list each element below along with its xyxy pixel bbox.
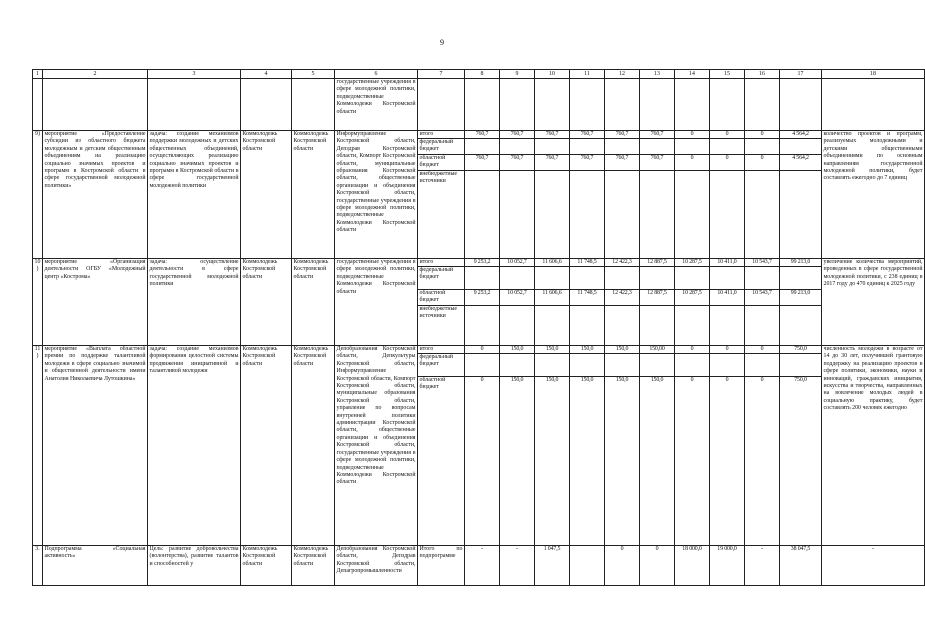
subprogram-name: Подпрограмма «Социальная активность»: [43, 546, 148, 586]
amount-total: 38 047,5: [780, 546, 822, 586]
participants-cell: Депобразования Костромской области, Депздрав Костромской области, Депагропромышленности: [335, 546, 418, 586]
table-row: [33, 259, 925, 346]
amount-oblast: 9 253,2: [465, 290, 499, 306]
amount-total: 11 748,5: [570, 259, 604, 267]
responsible-cell: Коммолодежь Костромской области: [241, 259, 292, 346]
amount-total: 150,0: [535, 346, 569, 354]
amount-total: 0: [675, 346, 709, 354]
amount-total: -: [745, 546, 780, 586]
funding-source: областной бюджет: [419, 377, 446, 391]
responsible-cell: Коммолодежь Костромской области: [241, 346, 292, 546]
expected-result: количество проектов и программ, реализуемых молодежными и детскими общественными объединениями по основным направлениям государственной молодежной политики, будет составлять ежегодно до 7 единиц: [822, 131, 925, 259]
amount-total: 9 253,2: [465, 259, 499, 267]
funding-source: итого: [418, 259, 464, 267]
funding-source: итого: [418, 346, 464, 354]
amount-oblast: 760,7: [500, 155, 534, 171]
amount-oblast: 150,0: [545, 377, 559, 383]
amount-total: 12 422,3: [605, 259, 639, 267]
expected-result: -: [822, 546, 925, 586]
amount-oblast: 760,7: [640, 155, 674, 171]
executor-cell: Коммолодежь Костромской области: [292, 546, 335, 586]
task-cell: задача: осуществление деятельности в сфере государственной молодежной политики: [148, 259, 241, 346]
funding-source: федеральный бюджет: [418, 139, 464, 155]
amount-total: 0: [745, 131, 779, 139]
amount-total: 150,00: [640, 346, 674, 354]
table-row: [33, 131, 925, 259]
amount-oblast: 750,0: [794, 377, 807, 383]
task-cell: задача: создание механизмов формирования целостной системы продвижения инициативной и талантливой молодежи: [148, 346, 241, 546]
responsible-cell: Коммолодежь Костромской области: [241, 131, 292, 259]
amount-oblast: 10 052,7: [500, 290, 534, 306]
col-number: 7: [418, 70, 465, 79]
amount-total: 760,7: [500, 131, 534, 139]
col-number: 4: [241, 70, 292, 79]
expected-result: численность молодежи в возрасте от 14 до 30 лет, получившей грантовую поддержку на реализацию проектов в сфере политики, экономики, науки и инноваций, гражданских инициатив, искусства и творчества, направленных на вовлечение молодых людей в социальную практику, будет составлять 200 человек ежегодно: [822, 346, 925, 546]
funding-source: областной бюджет: [418, 290, 464, 306]
funding-source-cell: [418, 346, 465, 546]
col-number: 14: [675, 70, 710, 79]
amount-total: 12 887,5: [640, 259, 674, 267]
amount-total: 10 543,7: [745, 259, 779, 267]
amount-total: 10 052,7: [500, 259, 534, 267]
measure-name: мероприятие «Организация деятельности ОГБУ «Молодежный центр «Кострома»: [43, 259, 148, 346]
amount-oblast: 150,0: [510, 377, 524, 383]
continuation-row: [33, 79, 925, 131]
funding-source-cell: [418, 259, 465, 346]
amount-total: 760,7: [570, 131, 604, 139]
amount-total: 11 606,6: [535, 259, 569, 267]
row-number: 9): [33, 131, 43, 259]
amount-oblast: 150,0: [615, 377, 629, 383]
funding-source: итого: [418, 131, 464, 139]
task-cell: задача: создание механизмов поддержки молодежных и детских общественных объединений, осуществляющих реализацию социально значимых проектов и программ в Костромской области в сфере государственной молодежной политики: [148, 131, 241, 259]
amount-total: -: [500, 546, 535, 586]
amount-total: 760,7: [465, 131, 499, 139]
program-table: [32, 69, 925, 586]
funding-source: федеральный бюджет: [418, 267, 464, 290]
amount-total: 10 287,5: [675, 259, 709, 267]
amount-oblast: 12 422,3: [605, 290, 639, 306]
responsible-cell: Коммолодежь Костромской области: [241, 546, 292, 586]
amount-total: 750,0: [780, 346, 821, 354]
col-number: 3: [148, 70, 241, 79]
amount-oblast: 0: [760, 377, 764, 383]
row-number: 10): [33, 259, 43, 346]
col-number: 15: [710, 70, 745, 79]
participants-cell: государственные учреждения в сфере молодежной политики, подведомственные Коммолодежи Костромской области: [335, 79, 418, 131]
amount-total: 10 411,0: [710, 259, 744, 267]
amount-oblast: 4 564,2: [780, 155, 821, 171]
amount-total: -: [465, 546, 500, 586]
amount-total: 150,0: [500, 346, 534, 354]
funding-source: областной бюджет: [418, 155, 464, 171]
amount-oblast: 12 887,5: [640, 290, 674, 306]
col-number: 1: [33, 70, 43, 79]
col-number: 13: [640, 70, 675, 79]
column-number-row: [33, 70, 925, 79]
participants-cell: Информуправление Костромской области, Депздрав Костромской области, Компорт Костромской области, муниципальные образования Костромской области, общественные организации и объединения Костромской области, государственные учреждения в сфере молодежной политики, подведомственные Коммолодежи Костромской области: [335, 131, 418, 259]
amount-oblast: 0: [725, 377, 729, 383]
col-number: 5: [292, 70, 335, 79]
funding-source: внебюджетные источники: [419, 171, 458, 185]
participants-cell: Депобразования Костромской области, Депкультуры Костромской области, Информуправление Костромской области, Компорт Костромской области, муниципальные образования Костромской области, управление по вопросам внутренней политики администрации Костромской области, общественные организации и объединения Костромской области, государственные учреждения в сфере молодежной политики, подведомственные Коммолодежи Костромской области: [335, 346, 418, 546]
col-number: 2: [43, 70, 148, 79]
amount-oblast: 0: [745, 155, 779, 171]
amount-total: 150,0: [570, 346, 604, 354]
amount-oblast: 11 606,6: [535, 290, 569, 306]
amount-total: 760,7: [605, 131, 639, 139]
amount-oblast: 10 411,0: [710, 290, 744, 306]
measure-name: мероприятие «Предоставление субсидии из областного бюджета молодежным и детским общественным объединениям на реализацию социально значимых проектов и программ в Костромской области в сфере государственной молодежной политики»: [43, 131, 148, 259]
col-number: 6: [335, 70, 418, 79]
amount-total: 0: [640, 546, 675, 586]
amount-total: 0: [710, 346, 744, 354]
expected-result: увеличение количества мероприятий, проведенных в сфере государственной молодежной политики, с 238 единиц в 2017 году до 470 единиц к 2025 году: [822, 259, 925, 346]
amount-oblast: 760,7: [605, 155, 639, 171]
page-number: 9: [440, 38, 444, 47]
col-number: 11: [570, 70, 605, 79]
funding-source-cell: [418, 131, 465, 259]
amount-oblast: 0: [710, 155, 744, 171]
col-number: 10: [535, 70, 570, 79]
col-number: 8: [465, 70, 500, 79]
amount-total: 0: [675, 131, 709, 139]
amount-total: 0: [605, 546, 640, 586]
executor-cell: Коммолодежь Костромской области: [292, 346, 335, 546]
amount-oblast: 0: [675, 155, 709, 171]
col-number: 17: [780, 70, 822, 79]
amount-total: 19 000,0: [710, 546, 745, 586]
amount-oblast: 99 213,0: [780, 290, 821, 306]
amount-total: 0: [710, 131, 744, 139]
amount-oblast: 11 748,5: [570, 290, 604, 306]
amount-total: 99 213,0: [780, 259, 821, 267]
row-number: 11): [33, 346, 43, 546]
executor-cell: Коммолодежь Костромской области: [292, 131, 335, 259]
amount-total: 18 000,0: [675, 546, 710, 586]
table-row: [33, 346, 925, 546]
measure-name: мероприятие «Выплата областной премии по поддержке талантливой молодежи в сфере социально значимой и общественной деятельности имени Анатолия Николаевича Лутошкина»: [43, 346, 148, 546]
funding-source: федеральный бюджет: [418, 354, 464, 377]
amount-oblast: 0: [690, 377, 694, 383]
amount-total: 1 047,5: [535, 546, 570, 586]
funding-source: Итого по подпрограмме: [418, 546, 465, 586]
amount-oblast: 150,0: [580, 377, 594, 383]
row-number: 3.: [33, 546, 43, 586]
col-number: 18: [822, 70, 925, 79]
amount-oblast: 10 287,5: [675, 290, 709, 306]
amount-oblast: 760,7: [465, 155, 499, 171]
executor-cell: Коммолодежь Костромской области: [292, 259, 335, 346]
goal-cell: Цель: развитие добровольчества (волонтерства), развитие талантов и способностей у: [148, 546, 241, 586]
participants-cell: государственные учреждения в сфере молодежной политики, подведомственные Коммолодежи Костромской области: [335, 259, 418, 346]
amount-total: [570, 546, 605, 586]
amount-total: 760,7: [640, 131, 674, 139]
amount-total: 0: [465, 346, 499, 354]
amount-oblast: 760,7: [570, 155, 604, 171]
amount-oblast: 760,7: [535, 155, 569, 171]
amount-total: 760,7: [535, 131, 569, 139]
amount-oblast: 150,0: [650, 377, 664, 383]
amount-oblast: 0: [480, 377, 484, 383]
amount-total: 0: [745, 346, 779, 354]
col-number: 12: [605, 70, 640, 79]
subprogram-row: [33, 546, 925, 586]
amount-oblast: 10 543,7: [745, 290, 779, 306]
amount-total: 4 564,2: [780, 131, 821, 139]
funding-source: внебюджетные источники: [419, 306, 458, 320]
col-number: 16: [745, 70, 780, 79]
col-number: 9: [500, 70, 535, 79]
amount-total: 150,0: [605, 346, 639, 354]
